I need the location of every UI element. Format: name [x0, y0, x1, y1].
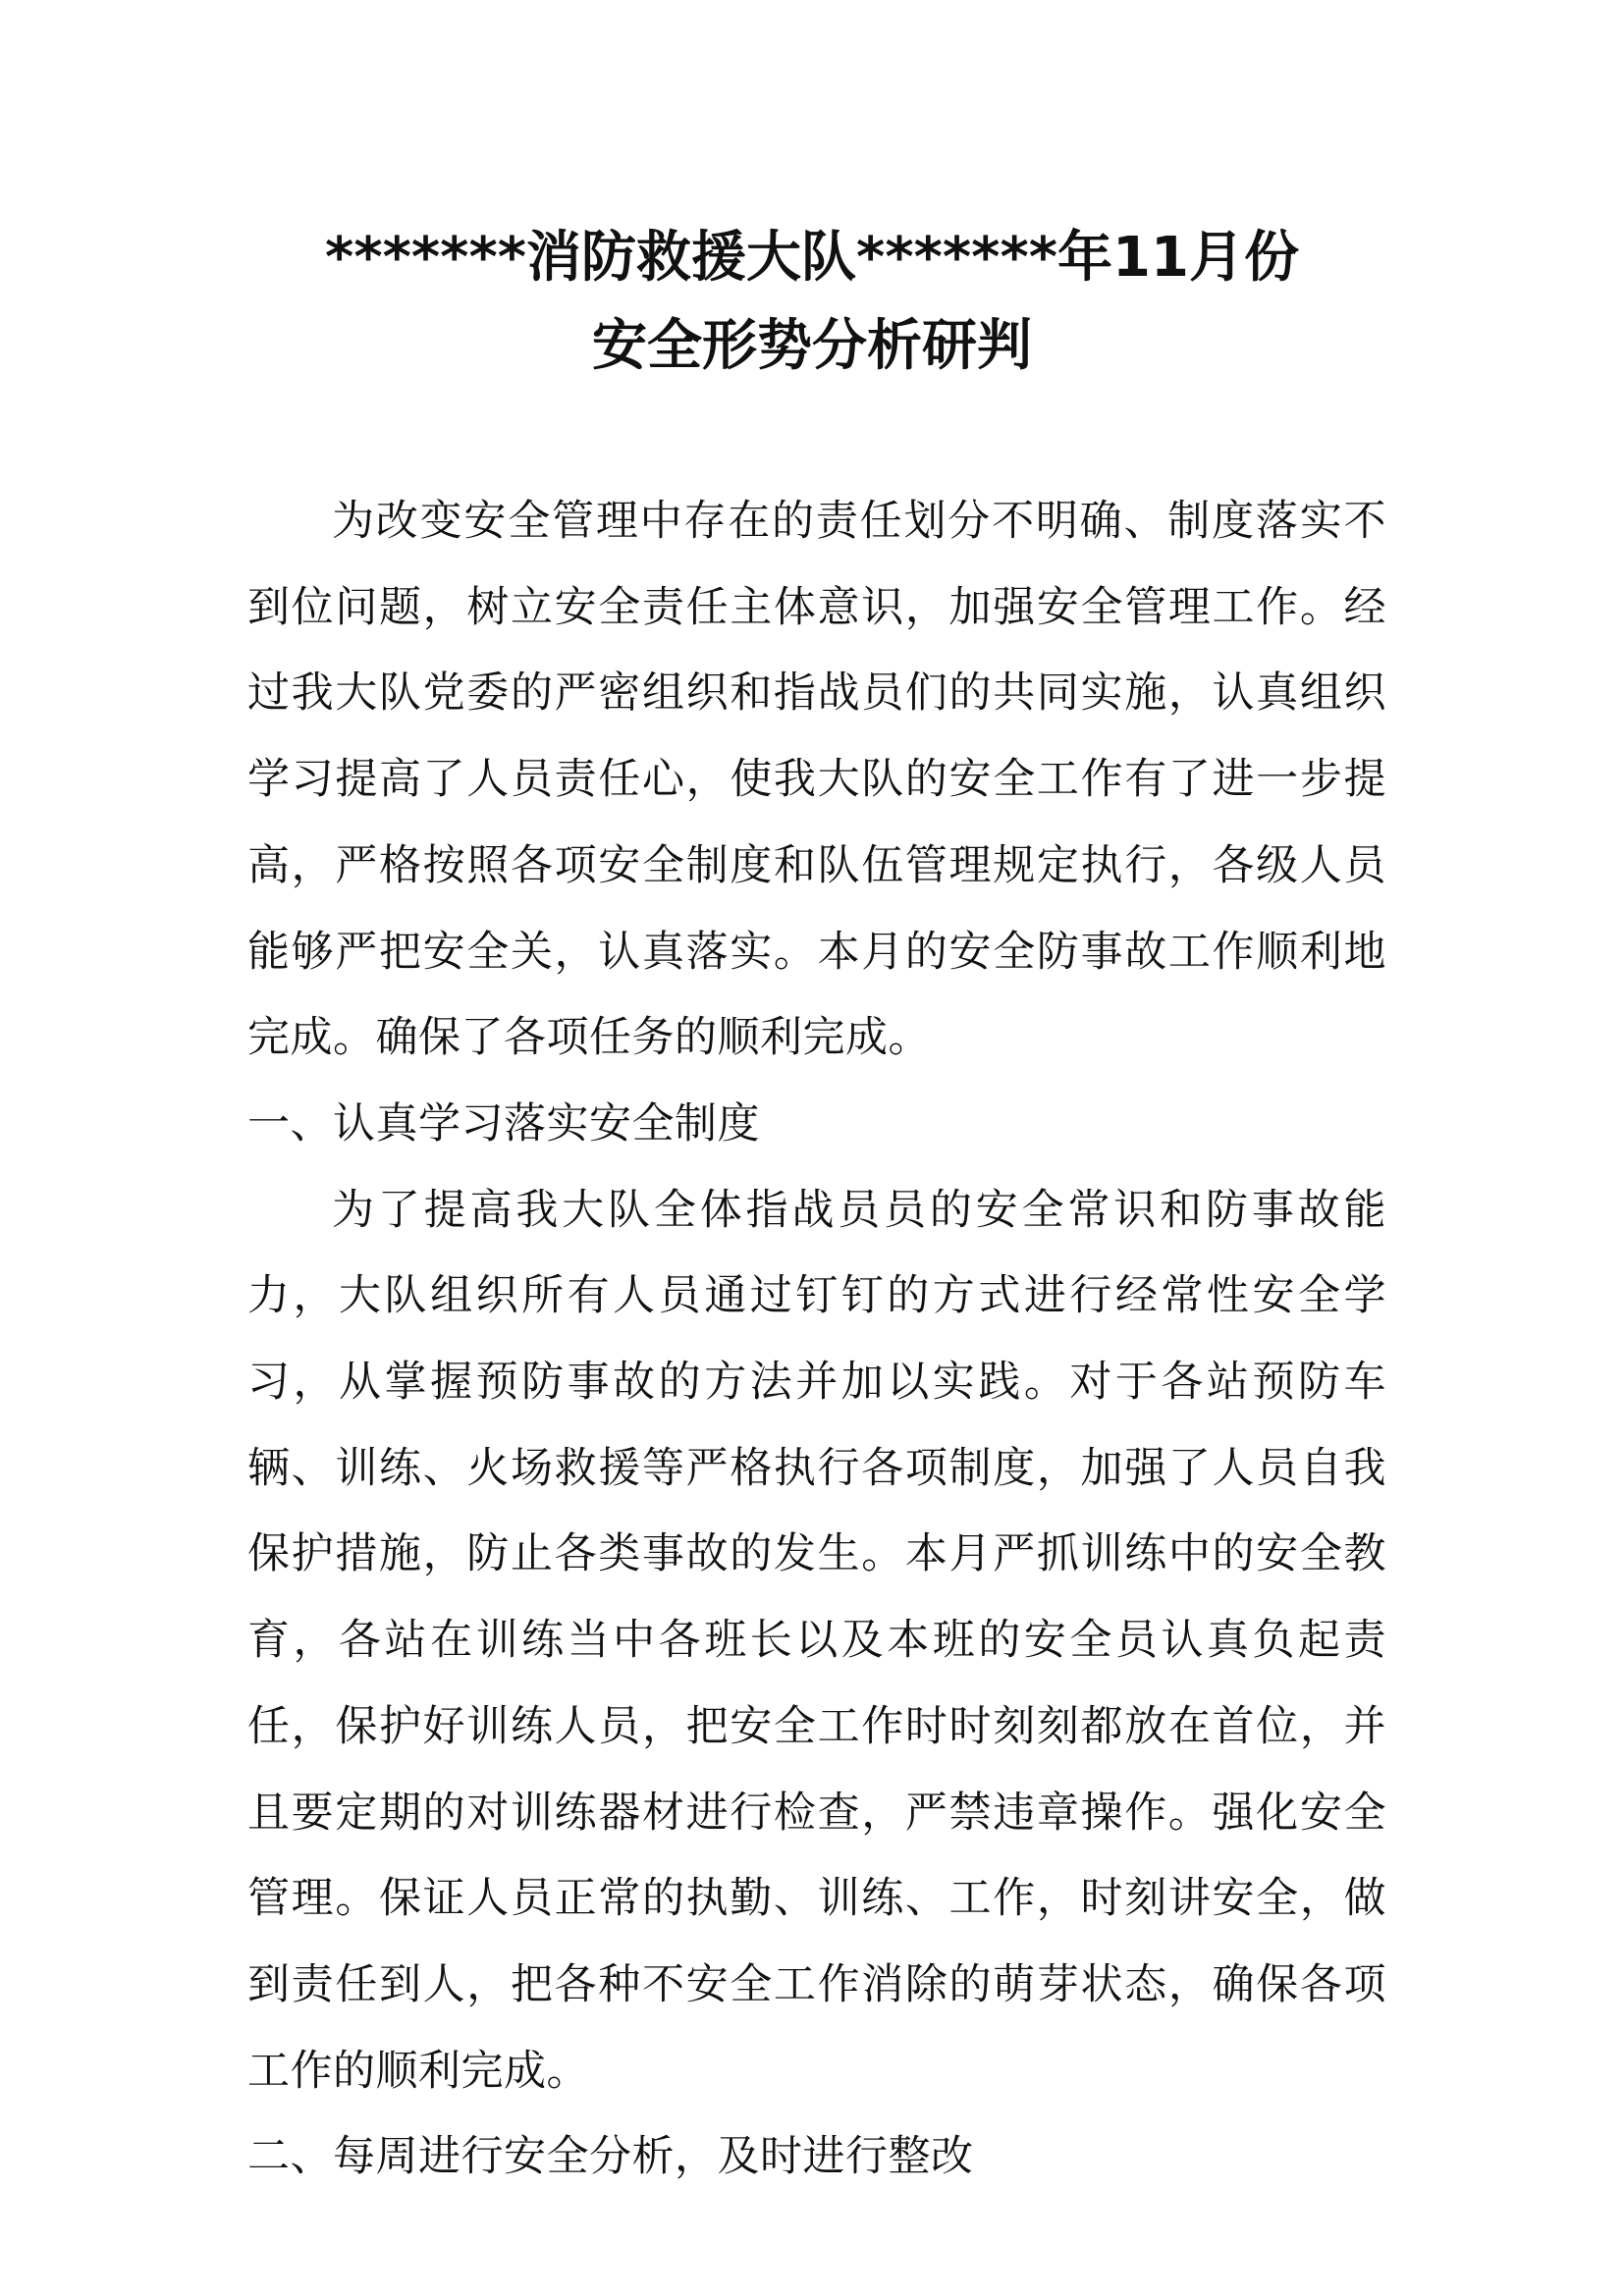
document-title-line1: *******消防救援大队*******年11月份 — [325, 226, 1299, 290]
document-title-line2: 安全形势分析研判 — [592, 314, 1032, 378]
intro-paragraph: 为改变安全管理中存在的责任划分不明确、制度落实不到位问题，树立安全责任主体意识，加强安全管理工作。经过我大队党委的严密组织和指战员们的共同实施，认真组织学习提高了人员责任心，使我大队的安全工作有了进一步提高，严格按照各项安全制度和队伍管理规定执行，各级人员能够严把安全关，认真落实。本月的安全防事故工作顺利地完成。确保了各项任务的顺利完成。 — [247, 497, 1386, 1063]
section-heading-2: 二、每周进行安全分析，及时进行整改 — [247, 2132, 974, 2182]
document-body — [247, 479, 1386, 2201]
section-heading-1: 一、认真学习落实安全制度 — [247, 1098, 760, 1148]
section-1-paragraph: 为了提高我大队全体指战员员的安全常识和防事故能力，大队组织所有人员通过钉钉的方式进行经常性安全学习，从掌握预防事故的方法并加以实践。对于各站预防车辆、训练、火场救援等严格执行各项制度，加强了人员自我保护措施，防止各类事故的发生。本月严抓训练中的安全教育，各站在训练当中各班长以及本班的安全员认真负起责任，保护好训练人员，把安全工作时时刻刻都放在首位，并且要定期的对训练器材进行检查，严禁违章操作。强化安全管理。保证人员正常的执勤、训练、工作，时刻讲安全，做到责任到人，把各种不安全工作消除的萌芽状态，确保各项工作的顺利完成。 — [247, 1185, 1386, 2096]
